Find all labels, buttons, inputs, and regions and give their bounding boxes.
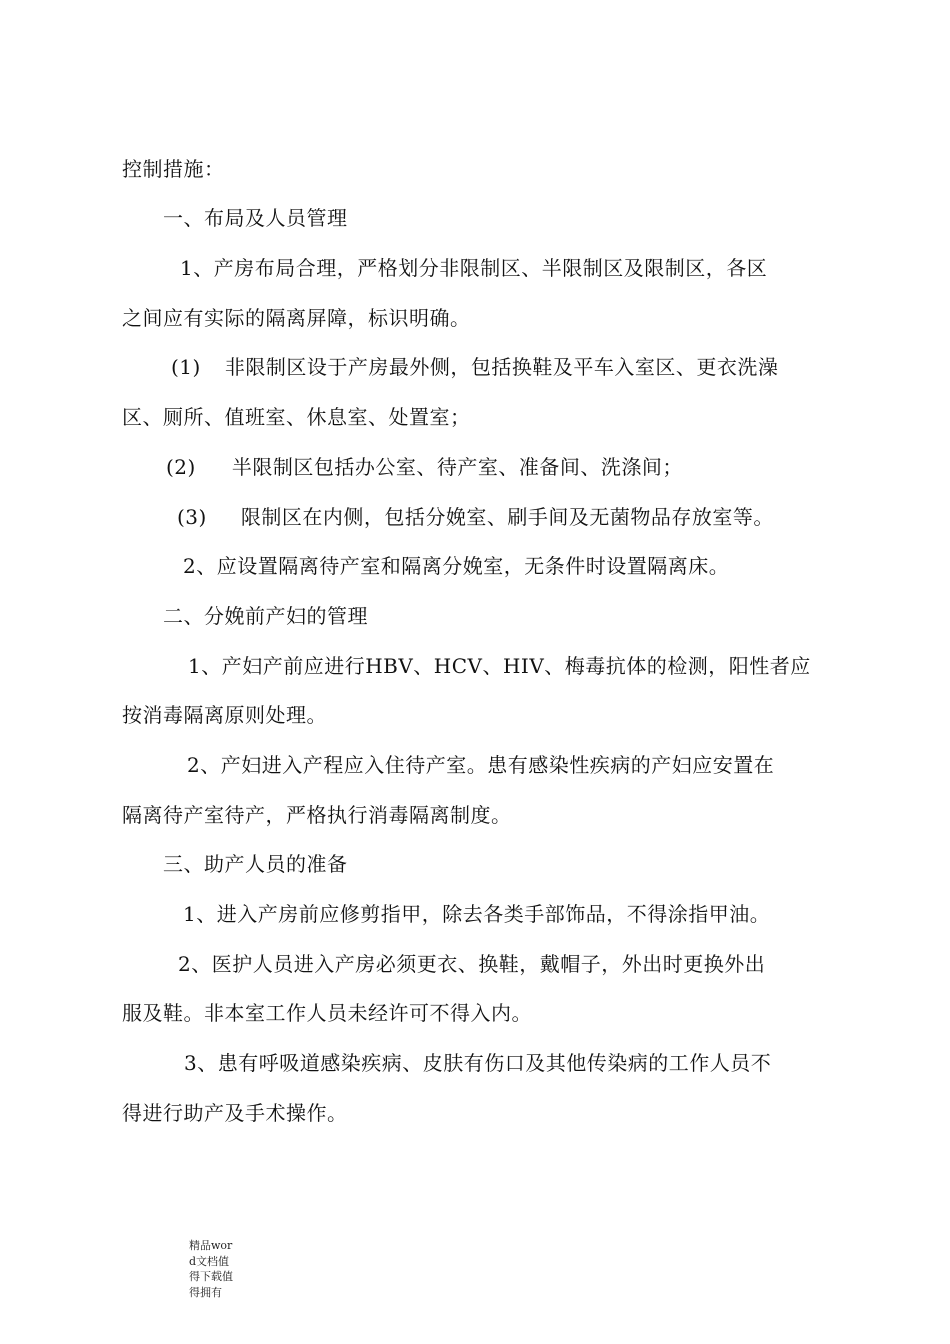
section-3-title: 三、助产人员的准备 xyxy=(163,852,348,876)
document-heading: 控制措施： xyxy=(122,157,225,181)
section-1-sub-1-line-2: 区、厕所、值班室、休息室、处置室； xyxy=(122,405,471,429)
section-1-sub-2 xyxy=(166,452,683,482)
section-1-item-1-line-2: 之间应有实际的隔离屏障，标识明确。 xyxy=(122,306,471,330)
sub-item-number: (2) xyxy=(166,455,196,479)
section-3-item-2-line-1: 2、医护人员进入产房必须更衣、换鞋，戴帽子，外出时更换外出 xyxy=(178,952,766,976)
section-3-item-1: 1、进入产房前应修剪指甲，除去各类手部饰品，不得涂指甲油。 xyxy=(183,902,771,926)
section-1-sub-1-line-1 xyxy=(171,352,778,382)
section-1-item-1-line-1: 1、产房布局合理，严格划分非限制区、半限制区及限制区，各区 xyxy=(180,256,768,280)
footer-watermark: 精品word文档值得下载值得拥有 xyxy=(189,1239,233,1299)
section-1-sub-3 xyxy=(177,502,774,532)
section-2-item-1-line-1: 1、产妇产前应进行HBV、HCV、HIV、梅毒抗体的检测，阳性者应 xyxy=(188,654,811,678)
section-3-item-2-line-2: 服及鞋。非本室工作人员未经许可不得入内。 xyxy=(122,1001,532,1025)
section-2-item-2-line-2: 隔离待产室待产，严格执行消毒隔离制度。 xyxy=(122,803,512,827)
sub-item-text: 非限制区设于产房最外侧，包括换鞋及平车入室区、更衣洗澡 xyxy=(224,355,779,379)
sub-item-text: 半限制区包括办公室、待产室、准备间、洗涤间； xyxy=(231,455,683,479)
section-2-title: 二、分娩前产妇的管理 xyxy=(163,604,368,628)
section-2-item-2-line-1: 2、产妇进入产程应入住待产室。患有感染性疾病的产妇应安置在 xyxy=(187,753,775,777)
sub-item-number: (1) xyxy=(171,355,201,379)
section-3-item-3-line-2: 得进行助产及手术操作。 xyxy=(122,1101,348,1125)
section-3-item-3-line-1: 3、患有呼吸道感染疾病、皮肤有伤口及其他传染病的工作人员不 xyxy=(184,1051,772,1075)
section-1-item-2: 2、应设置隔离待产室和隔离分娩室，无条件时设置隔离床。 xyxy=(183,554,730,578)
sub-item-number: (3) xyxy=(177,505,207,529)
section-1-title: 一、布局及人员管理 xyxy=(163,206,348,230)
sub-item-text: 限制区在内侧，包括分娩室、刷手间及无菌物品存放室等。 xyxy=(240,505,774,529)
section-2-item-1-line-2: 按消毒隔离原则处理。 xyxy=(122,703,327,727)
